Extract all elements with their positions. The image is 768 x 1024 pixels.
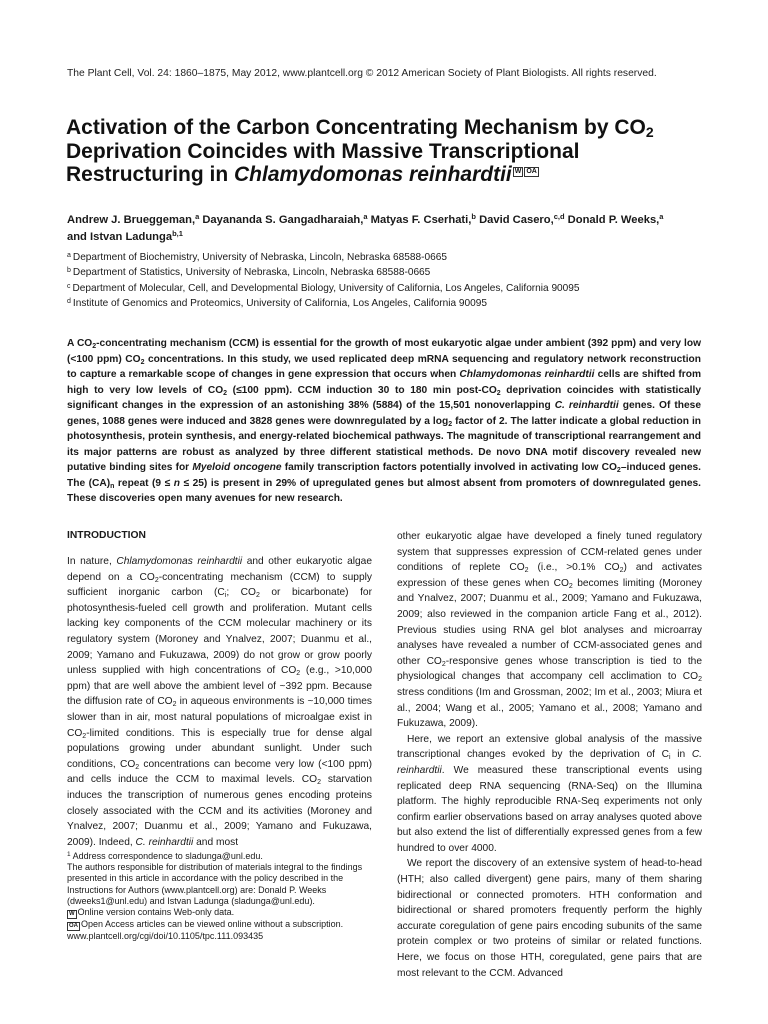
article-title: Activation of the Carbon Concentrating Mechanism by $CO_2$ Deprivation Coincides with Massive Transcriptional Restructuring in Chlamydomonas reinhardtii W OA	[66, 116, 654, 186]
body-paragraph: Here, we report an extensive global analysis of the massive transcriptional changes evoked by the deprivation of $C_i$ in C. reinhardtii. We measured these transcriptional events using replicated deep RNA sequencing (RNA-Seq) on the Illumina platform. The highly reproducible RNA-Seq experiments not only confirm earlier observations based on array analyses quoted above but also extend the list of differentially expressed genes from a few hundred to over 4000.	[397, 733, 702, 854]
affiliations	[67, 250, 707, 312]
footnote: OA Open Access articles can be viewed online without a subscription.	[69, 919, 344, 930]
footnotes	[67, 851, 372, 942]
author-name: David Casero,	[475, 214, 554, 226]
journal-citation: The Plant Cell, Vol. 24: 1860–1875, May 2012, www.plantcell.org © 2012 American Society of Plant Biologists. All rights reserved.	[67, 68, 657, 79]
author-name: Andrew J. Brueggeman,	[67, 214, 196, 226]
doi-link[interactable]: www.plantcell.org/cgi/doi/10.1105/tpc.111.093435	[67, 931, 264, 942]
open-access-icon: OA	[69, 923, 78, 930]
author-name: Donald P. Weeks,	[564, 214, 660, 226]
web-only-data-badge-icon: W	[514, 168, 522, 175]
footnote: $^1$ Address correspondence to sladunga@unl.edu.	[67, 851, 263, 861]
affiliation-item: $^d$ Institute of Genomics and Proteomics, University of California, Los Angeles, California 90095	[67, 298, 487, 310]
abstract: A $CO_2$-concentrating mechanism (CCM) is essential for the growth of most eukaryotic algae under ambient (392 ppm) and very low (<100 ppm) $CO_2$ concentrations. In this study, we used replicated deep mRNA sequencing and regulatory network reconstruction to capture a remarkable scope of changes in gene expression that occurs when Chlamydomonas reinhardtii cells are shifted from high to very low levels of $CO_2$ (≤100 ppm). CCM induction 30 to 180 min post-$CO_2$ deprivation coincides with statistically significant changes in the expression of an astonishing 38% (5884) of the 15,501 nonoverlapping C. reinhardtii genes. Of these genes, 1088 genes were induced and 3828 genes were downregulated by a $\log_2$ factor of 2. The latter indicate a global reduction in photosynthesis, protein synthesis, and energy-related biochemical pathways. The magnitude of transcriptional rearrangement and its major patterns are robust as analyzed by three different statistical methods. De novo DNA motif discovery revealed new putative binding sites for Myeloid oncogene family transcription factors potentially involved in activating low $CO_2$–induced genes. The $(CA)_n$ repeat (9 ≤ n ≤ 25) is present in 29% of upregulated genes but almost absent from promoters of downregulated genes. These discoveries open many avenues for new research.	[67, 338, 701, 504]
right-column	[397, 529, 702, 981]
open-access-badge-icon: OA	[526, 168, 537, 175]
author-list: Andrew J. Brueggeman,$^a$ Dayananda S. Gangadharaiah,$^a$ Matyas F. Cserhati,$^b$ David Casero,$^{c,d}$ Donald P. Weeks,$^a$ and Istvan Ladunga$^{b,1}$	[67, 212, 664, 243]
footnote: The authors responsible for distribution of materials integral to the findings presented in this article in accordance with the policy described in the Instructions for Authors (www.plantcell.org) are: Donald P. Weeks (dweeks1@unl.edu) and Istvan Ladunga (sladunga@unl.edu).	[67, 862, 363, 906]
body-paragraph: In nature, Chlamydomonas reinhardtii and other eukaryotic algae depend on a $CO_2$-concentrating mechanism (CCM) to supply sufficient inorganic carbon ($C_i$; $CO_2$ or bicarbonate) for photosynthesis-fueled cell growth and proliferation. Mutant cells lacking key components of the CCM molecular machinery or its regulatory system (Moroney and Ynalvez, 2007; Duanmu et al., 2009; Yamano and Fukuzawa, 2009) do not grow or grow poorly unless supplied with high concentrations of $CO_2$ (e.g., >10,000 ppm) that are well above the ambient level of ~392 ppm. Because the diffusion rate of $CO_2$ in aqueous environments is ~10,000 times slower than in air, most natural populations of microalgae exist in $CO_2$-limited conditions. This is especially true for dense algal populations growing under abundant sunlight. Under such conditions, $CO_2$ concentrations can become very low (<100 ppm) and cells induce the CCM to maximal levels. $CO_2$ starvation induces the transcription of numerous genes encoding proteins closely associated with the CCM and its activities (Moroney and Ynalvez, 2007; Duanmu et al., 2009; Yamano and Fukuzawa, 2009). Indeed, C. reinhardtii and most	[67, 556, 373, 848]
body-paragraph: We report the discovery of an extensive system of head-to-head (HTH; also called divergent) gene pairs, many of them sharing bidirectional or connected promoters. HTH conformation and bidirectional or shared promoters frequently perform the highly accurate coregulation of gene pairs encoding subunits of the same protein complex or two proteins of similar or related functions. Here, we focus on those HTH, coregulated, gene pairs that are most relevant to the CCM. Advanced	[397, 858, 702, 979]
left-column	[67, 529, 372, 850]
author-name: and Istvan Ladunga	[67, 231, 173, 243]
author-name: Dayananda S. Gangadharaiah,	[199, 214, 364, 226]
web-only-data-icon: W	[69, 911, 75, 918]
section-heading-introduction: INTRODUCTION	[67, 530, 146, 541]
affiliation-item: $^c$ Department of Molecular, Cell, and Developmental Biology, University of California, Los Angeles, California 90095	[67, 282, 580, 294]
body-paragraph: other eukaryotic algae have developed a finely tuned regulatory system that suppresses expression of CCM-related genes under conditions of replete $CO_2$ (i.e., >0.1% $CO_2$) and activates expression of these genes when $CO_2$ becomes limiting (Moroney and Ynalvez, 2007; Duanmu et al., 2009; Yamano and Fukuzawa, 2009; also reviewed in the companion article Fang et al., 2012). Previous studies using RNA gel blot analyses and microarray analyses have revealed a number of CCM-associated genes and other $CO_2$-responsive genes whose transcription is tied to the physiological changes that accompany cell acclimation to $CO_2$ stress conditions (Im and Grossman, 2002; Im et al., 2003; Miura et al., 2004; Wang et al., 2005; Yamano et al., 2008; Yamano and Fukuzawa, 2009).	[397, 531, 702, 730]
affiliation-item: $^a$ Department of Biochemistry, University of Nebraska, Lincoln, Nebraska 68588-0665	[67, 252, 447, 263]
author-name: Matyas F. Cserhati,	[367, 214, 472, 226]
affiliation-item: $^b$ Department of Statistics, University of Nebraska, Lincoln, Nebraska 68588-0665	[67, 267, 431, 279]
footnote: W Online version contains Web-only data.	[69, 907, 235, 918]
